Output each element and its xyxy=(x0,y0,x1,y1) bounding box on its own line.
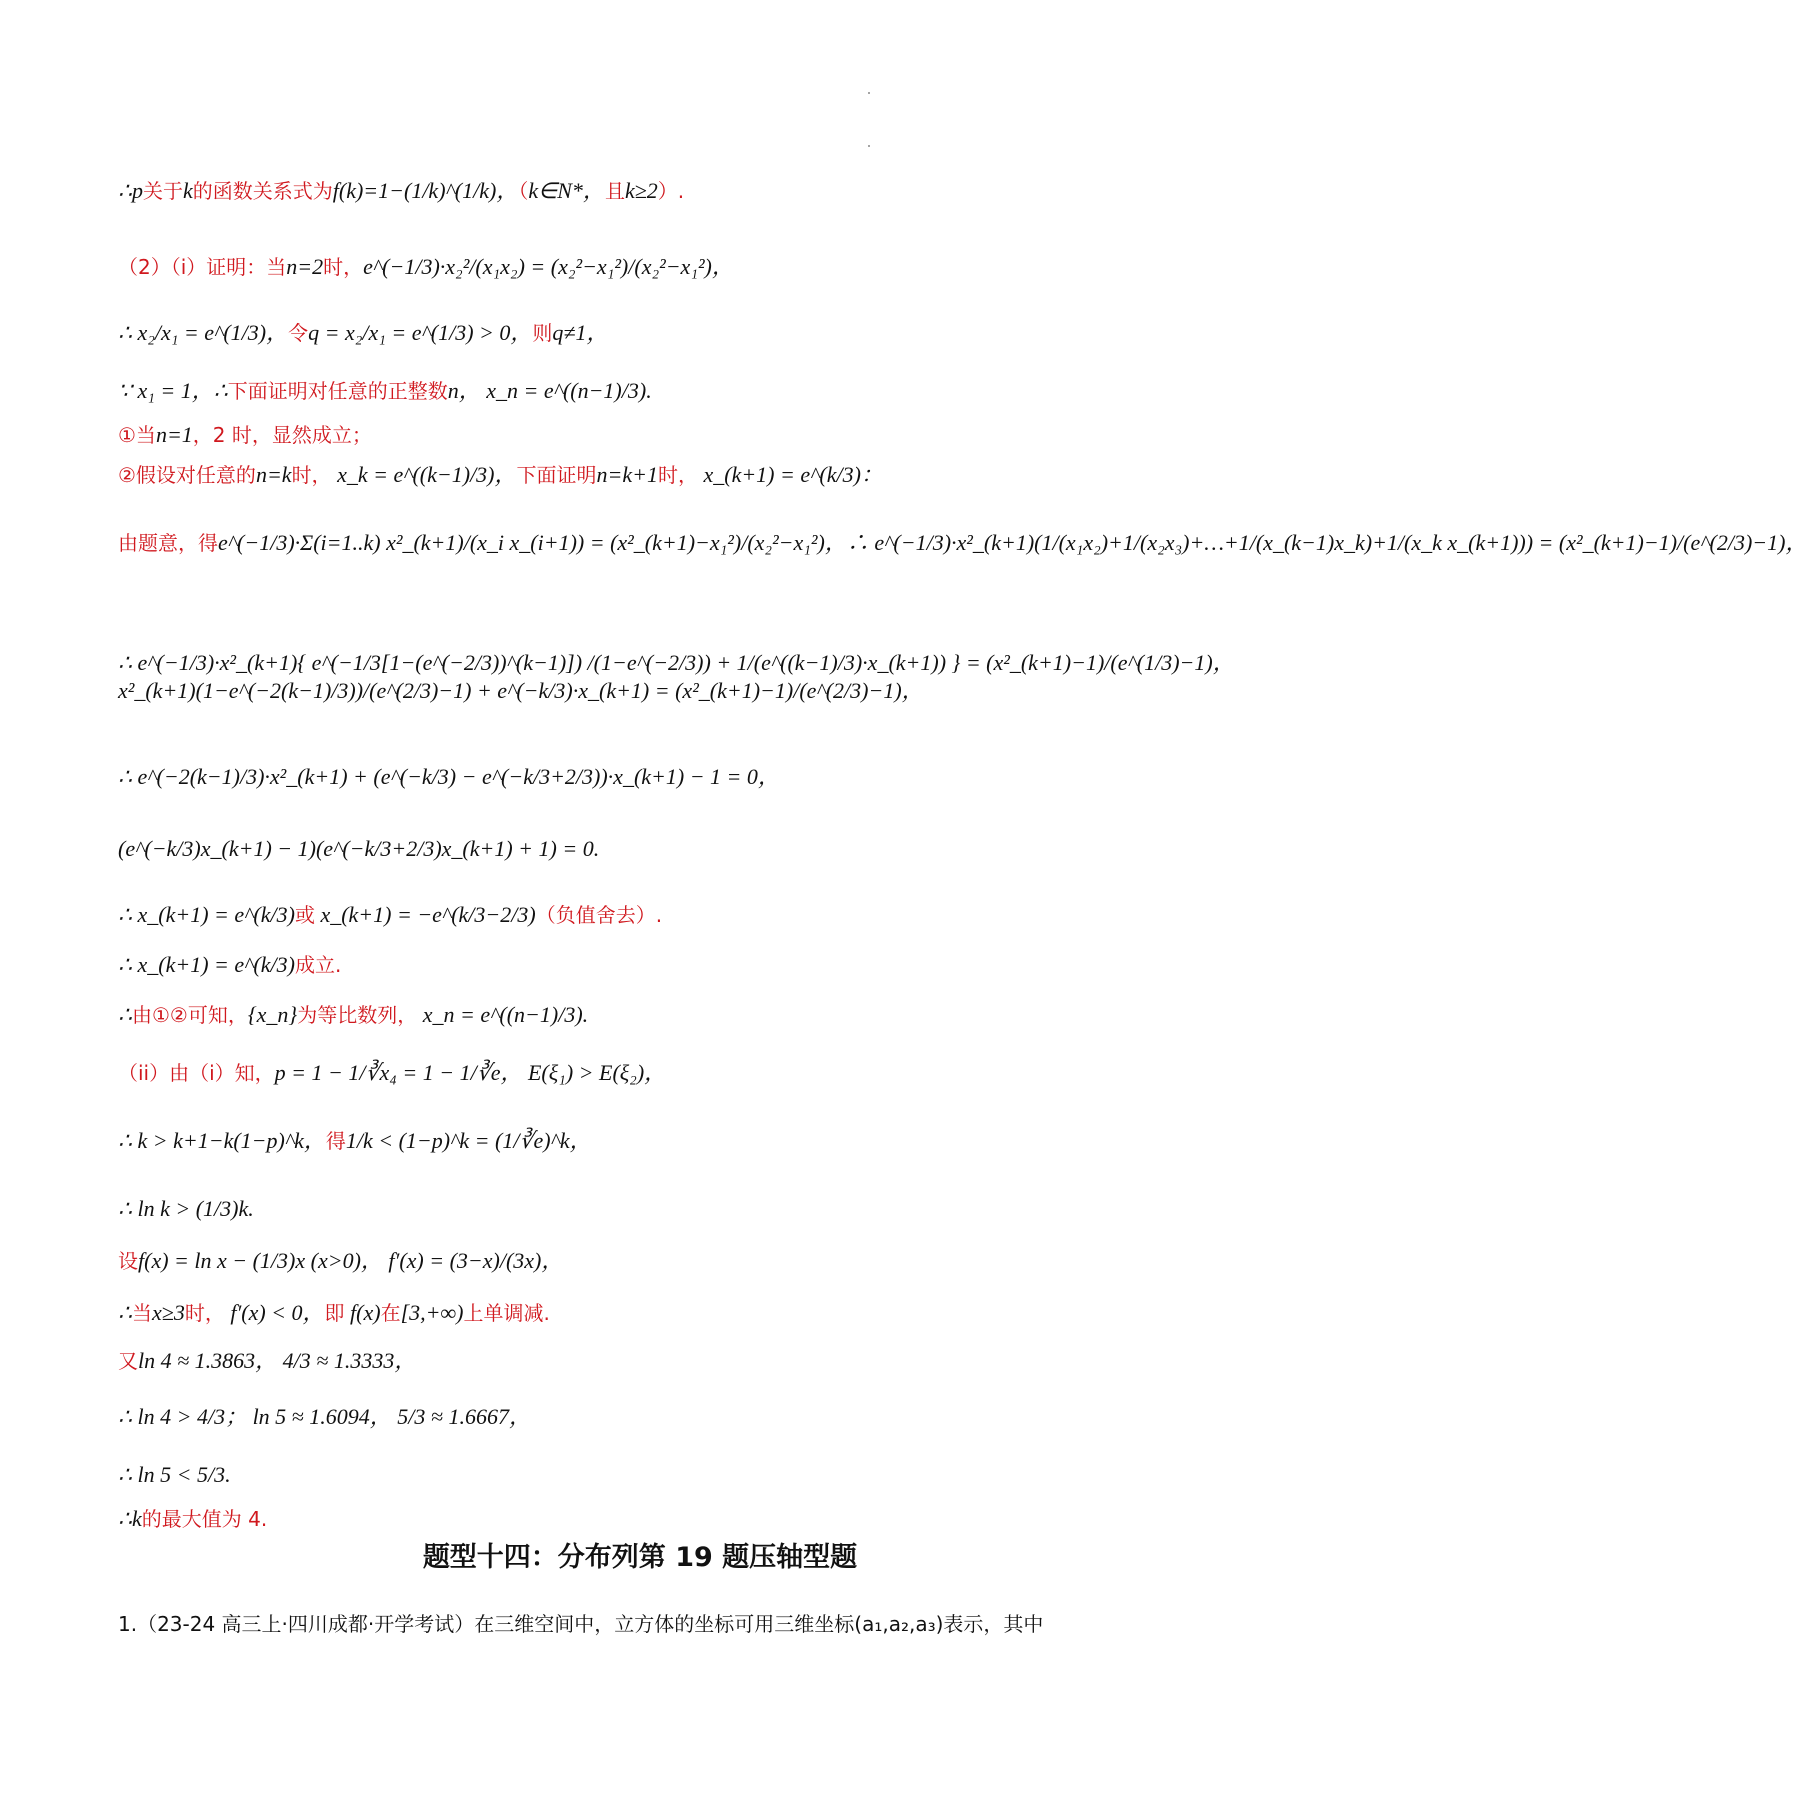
math-expression: ∴ xyxy=(118,1300,132,1325)
math-expression: ∴ xyxy=(118,1506,132,1531)
math-expression: ∴ k > k+1−k(1−p)^k， xyxy=(118,1128,326,1153)
math-expression: n=k xyxy=(255,462,292,487)
math-expression: x_n = e^((n−1)/3). xyxy=(417,1002,589,1027)
solution-text: ，2 时，显然成立； xyxy=(192,423,372,447)
math-expression: [3,+∞) xyxy=(400,1300,464,1325)
math-expression: k xyxy=(132,1506,142,1531)
solution-line xyxy=(118,1002,588,1028)
solution-line xyxy=(118,650,1235,676)
math-expression: ∴ e^(−1/3)·x²_(k+1)(1/(x₁x₂)+1/(x₂x₃)+…+1/(x_(k−1)x_k)+1/(x_k x_(k+1))) = (x²_(k+1)−1)/(e^(2/3)−1)， xyxy=(846,530,1807,555)
solution-line xyxy=(118,678,924,704)
math-expression: n=2 xyxy=(286,254,324,279)
math-expression: p = 1 − 1/∛x₄ = 1 − 1/∛e， E(ξ₁) > E(ξ₂)， xyxy=(274,1060,667,1085)
math-expression: f′(x) < 0， xyxy=(224,1300,325,1325)
math-expression: ∴ ln k > (1/3)k. xyxy=(118,1196,254,1221)
solution-line xyxy=(118,378,652,404)
solution-text: 的函数关系式为 xyxy=(192,179,333,203)
math-expression: n=k+1 xyxy=(596,462,658,487)
solution-text: 又 xyxy=(118,1349,138,1373)
solution-text: 且 xyxy=(604,179,625,203)
math-expression: e^(−1/3)·x₂²/(x₁x₂) = (x₂²−x₁²)/(x₂²−x₁²)， xyxy=(363,254,734,279)
math-expression: x≥3 xyxy=(152,1300,185,1325)
solution-text: 得 xyxy=(325,1129,346,1153)
solution-text: （ xyxy=(518,179,529,203)
math-expression: x_n = e^((n−1)/3). xyxy=(480,378,652,403)
solution-text: 即 xyxy=(324,1301,345,1325)
solution-line xyxy=(118,1196,254,1222)
solution-line xyxy=(118,952,341,978)
solution-line xyxy=(118,462,883,488)
solution-line xyxy=(118,178,684,204)
solution-text: 或 xyxy=(294,903,315,927)
math-expression: f(k)=1−(1/k)^(1/k)， xyxy=(332,178,519,203)
solution-text: 设 xyxy=(118,1249,138,1273)
solution-text: 下面证明 xyxy=(516,463,597,487)
math-expression: x²_(k+1)(1−e^(−2(k−1)/3))/(e^(2/3)−1) + e^(−k/3)·x_(k+1) = (x²_(k+1)−1)/(e^(2/3)−1)， xyxy=(118,678,924,703)
solution-text: 令 xyxy=(288,321,309,345)
solution-text: 时， xyxy=(184,1301,225,1325)
solution-line xyxy=(118,254,734,280)
solution-line xyxy=(118,422,372,448)
math-expression: ∴ x₂/x₁ = e^(1/3)， xyxy=(118,320,289,345)
solution-text: 时， xyxy=(291,463,332,487)
math-expression: x_k = e^((k−1)/3)， xyxy=(331,462,517,487)
math-expression: ∴ ln 4 > 4/3； ln 5 ≈ 1.6094， 5/3 ≈ 1.6667， xyxy=(118,1404,531,1429)
solution-text: （ii）由（i）知， xyxy=(118,1061,275,1085)
math-expression: k≥2 xyxy=(624,178,658,203)
math-expression: ∴ x_(k+1) = e^(k/3) xyxy=(118,952,295,977)
solution-text: 当 xyxy=(132,1301,152,1325)
math-expression: ∴ e^(−1/3)·x²_(k+1){ e^(−1/3[1−(e^(−2/3))^(k−1)]) /(1−e^(−2/3)) + 1/(e^((k−1)/3)·x_(k+1)) } = (x²_(k+1)−1)/(e^(1/3)−1)， xyxy=(118,650,1235,675)
solution-line xyxy=(118,1506,267,1532)
solution-line xyxy=(118,1128,592,1154)
math-expression: ln 4 ≈ 1.3863， 4/3 ≈ 1.3333， xyxy=(138,1348,417,1373)
solution-text: ）. xyxy=(657,179,685,203)
math-expression: ∴ x_(k+1) = e^(k/3) xyxy=(118,902,295,927)
math-expression: x_(k+1) = −e^(k/3−2/3) xyxy=(314,902,536,927)
math-expression: k xyxy=(183,178,193,203)
solution-line xyxy=(118,1462,231,1488)
solution-line xyxy=(118,1248,563,1274)
scan-dot xyxy=(868,145,870,147)
solution-text: 在 xyxy=(380,1301,401,1325)
solution-text: 时， xyxy=(657,463,698,487)
solution-line xyxy=(118,320,608,346)
math-expression: e^(−1/3)·Σ(i=1..k) x²_(k+1)/(x_i x_(i+1)) = (x²_(k+1)−x₁²)/(x₂²−x₁²)， xyxy=(218,530,847,555)
math-expression: ∴ xyxy=(118,1002,132,1027)
math-expression: (e^(−k/3)x_(k+1) − 1)(e^(−k/3+2/3)x_(k+1) + 1) = 0. xyxy=(118,836,600,861)
solution-text: 时， xyxy=(323,255,364,279)
solution-text: 下面证明对任意的正整数 xyxy=(227,379,448,403)
solution-text: 由题意，得 xyxy=(118,531,218,555)
solution-line xyxy=(118,1348,416,1374)
math-expression: n， xyxy=(447,378,481,403)
solution-text: ②假设对任意的 xyxy=(118,463,256,487)
solution-text: （2）（i）证明：当 xyxy=(118,255,287,279)
math-expression: n=1 xyxy=(155,422,193,447)
solution-text: 关于 xyxy=(143,179,183,203)
solution-text: 由①②可知， xyxy=(132,1003,248,1027)
solution-line xyxy=(118,1300,550,1326)
problem-text: 1.（23-24 高三上·四川成都·开学考试）在三维空间中，立方体的坐标可用三维坐标(a₁,a₂,a₃)表示，其中 xyxy=(118,1612,1044,1636)
math-expression: ∴ e^(−2(k−1)/3)·x²_(k+1) + (e^(−k/3) − e^(−k/3+2/3))·x_(k+1) − 1 = 0， xyxy=(118,764,780,789)
section-heading: 题型十四：分布列第 19 题压轴型题 xyxy=(422,1542,858,1573)
solution-text: 上单调减. xyxy=(463,1301,550,1325)
math-expression: {x_n} xyxy=(247,1002,298,1027)
math-expression: p xyxy=(132,178,143,203)
solution-text: （负值舍去）. xyxy=(535,903,663,927)
math-expression: ∵ x₁ = 1，∴ xyxy=(118,378,228,403)
solution-line xyxy=(118,1404,531,1430)
solution-text: 的最大值为 4. xyxy=(141,1507,268,1531)
solution-line xyxy=(118,836,599,862)
math-expression: f(x) = ln x − (1/3)x (x>0)， f′(x) = (3−x)/(3x)， xyxy=(138,1248,564,1273)
math-expression: q≠1， xyxy=(552,320,609,345)
math-expression: x_(k+1) = e^(k/3)： xyxy=(697,462,883,487)
solution-text: ①当 xyxy=(118,423,156,447)
math-expression: ∴ ln 5 < 5/3. xyxy=(118,1462,231,1487)
math-expression: q = x₂/x₁ = e^(1/3) > 0， xyxy=(308,320,533,345)
solution-text: 为等比数列， xyxy=(297,1003,418,1027)
solution-line xyxy=(118,530,1807,556)
solution-line xyxy=(118,902,662,928)
math-expression: k∈N*， xyxy=(528,178,605,203)
math-expression: ∴ xyxy=(118,178,132,203)
solution-line xyxy=(118,1060,666,1086)
math-expression: 1/k < (1−p)^k = (1/∛e)^k， xyxy=(345,1128,592,1153)
scan-dot xyxy=(868,92,870,94)
solution-text: 成立. xyxy=(294,953,342,977)
solution-text: 则 xyxy=(532,321,553,345)
solution-line xyxy=(118,764,780,790)
math-expression: f(x) xyxy=(344,1300,381,1325)
